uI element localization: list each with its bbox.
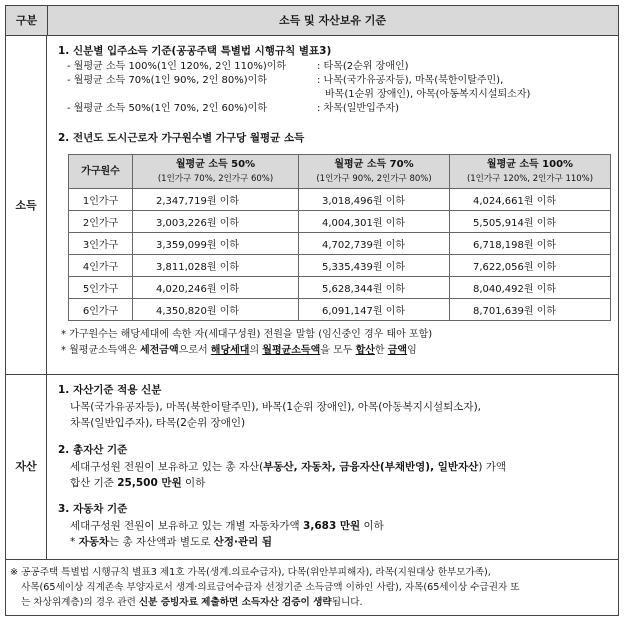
asset-s3-note: * 자동차는 총 자산액과 별도로 산정·관리 됨 [70,536,273,548]
header-criteria: 소득 및 자산보유 기준 [278,14,387,27]
asset-s3-line1: 세대구성원 전원이 보유하고 있는 개별 자동차가액 3,683 만원 이하 [70,520,384,532]
table-cell: 5인가구 [69,277,133,299]
income-s1-line4-right: : 차목(일반입주자) [317,103,399,114]
asset-section [47,375,618,559]
footer-line1: ※ 공공주택 특별법 시행규칙 별표3 제1호 가목(생계.의료수급자), 다목(위안부피해자), 라목(지원대상 한부모가족), [10,567,491,578]
income-label: 소득 [6,36,47,375]
footer-line3: 는 차상위계층)의 경우 관련 신분 증빙자료 제출하면 소득자산 검증이 생략됩니다. [21,597,363,608]
table-cell: 4,702,739원 이하 [299,233,450,255]
col-100: 월평균 소득 100% (1인가구 120%, 2인가구 110%) [450,155,611,189]
asset-s2-line1: 세대구성원 전원이 보유하고 있는 총 자산(부동산, 자동차, 금융자산(부채반영), 일반자산) 가액 [70,461,507,473]
income-note-household: * 가구원수는 해당세대에 속한 자(세대구성원) 전원을 말함 (임신중인 경우 태아 포함) [61,329,433,340]
divider [6,559,618,560]
table-cell: 4,024,661원 이하 [450,189,611,211]
table-cell: 4,350,820원 이하 [133,299,299,321]
income-s1-line2-right: : 나목(국가유공자등), 마목(북한이탈주민), [317,75,504,86]
table-cell: 2,347,719원 이하 [133,189,299,211]
table-cell: 8,701,639원 이하 [450,299,611,321]
header-category: 구분 [6,6,48,35]
income-s1-line1-left: - 월평균 소득 100%(1인 120%, 2인 110%)이하 [67,61,287,72]
income-note-monthly: * 월평균소득액은 세전금액으로서 해당세대의 월평균소득액을 모두 합산한 금액임 [61,345,417,356]
income-s1-line4-left: - 월평균 소득 50%(1인 70%, 2인 60%)이하 [67,103,268,114]
table-cell: 5,505,914원 이하 [450,211,611,233]
table-cell: 3,811,028원 이하 [133,255,299,277]
table-row [69,299,611,321]
col-50: 월평균 소득 50% (1인가구 70%, 2인가구 60%) [133,155,299,189]
asset-s3-title: 3. 자동차 기준 [58,503,128,515]
table-cell: 3,003,226원 이하 [133,211,299,233]
table-cell: 3,018,496원 이하 [299,189,450,211]
table-cell: 4,020,246원 이하 [133,277,299,299]
table-cell: 8,040,492원 이하 [450,277,611,299]
table-cell: 6,091,147원 이하 [299,299,450,321]
table-row [69,211,611,233]
income-section [47,36,618,375]
table-cell: 2인가구 [69,211,133,233]
asset-s1-line2: 차목(일반입주자), 타목(2순위 장애인) [70,417,246,429]
table-cell: 6,718,198원 이하 [450,233,611,255]
table-cell: 3인가구 [69,233,133,255]
income-s1-line1-right: : 타목(2순위 장애인) [317,61,409,72]
table-cell: 4,004,301원 이하 [299,211,450,233]
col-70: 월평균 소득 70% (1인가구 90%, 2인가구 80%) [299,155,450,189]
footer-line2: 사목(65세이상 직계존속 부양자로서 생계·의료급여수급자 선정기준 소득금액 이하인 사람), 자목(65세이상 수급권자 또 [21,582,520,593]
table-cell: 5,335,439원 이하 [299,255,450,277]
asset-s2-line2: 합산 기준 25,500 만원 이하 [70,477,206,489]
table-cell: 3,359,099원 이하 [133,233,299,255]
income-table [68,154,611,321]
income-s2-title: 2. 전년도 도시근로자 가구원수별 가구당 월평균 소득 [58,132,305,144]
table-row [69,277,611,299]
income-table-header-row [69,155,611,189]
income-s1-title: 1. 신분별 입주소득 기준(공공주택 특별법 시행규칙 별표3) [58,45,332,57]
table-cell: 1인가구 [69,189,133,211]
asset-s1-title: 1. 자산기준 적용 신분 [58,384,162,396]
col-household: 가구원수 [69,155,133,189]
table-header [6,6,618,36]
income-s1-line2-left: - 월평균 소득 70%(1인 90%, 2인 80%)이하 [67,75,268,86]
table-cell: 4인가구 [69,255,133,277]
table-row [69,255,611,277]
table-cell: 6인가구 [69,299,133,321]
criteria-table [5,5,619,616]
asset-s2-title: 2. 총자산 기준 [58,444,128,456]
table-cell: 5,628,344원 이하 [299,277,450,299]
income-s1-line3-right: 바목(1순위 장애인), 아목(아동복지시설퇴소자) [325,89,531,100]
asset-label: 자산 [6,375,47,559]
table-cell: 7,622,056원 이하 [450,255,611,277]
asset-s1-line1: 나목(국가유공자등), 마목(북한이탈주민), 바목(1순위 장애인), 아목(아동복지시설퇴소자), [70,401,482,413]
table-row [69,233,611,255]
table-row [69,189,611,211]
